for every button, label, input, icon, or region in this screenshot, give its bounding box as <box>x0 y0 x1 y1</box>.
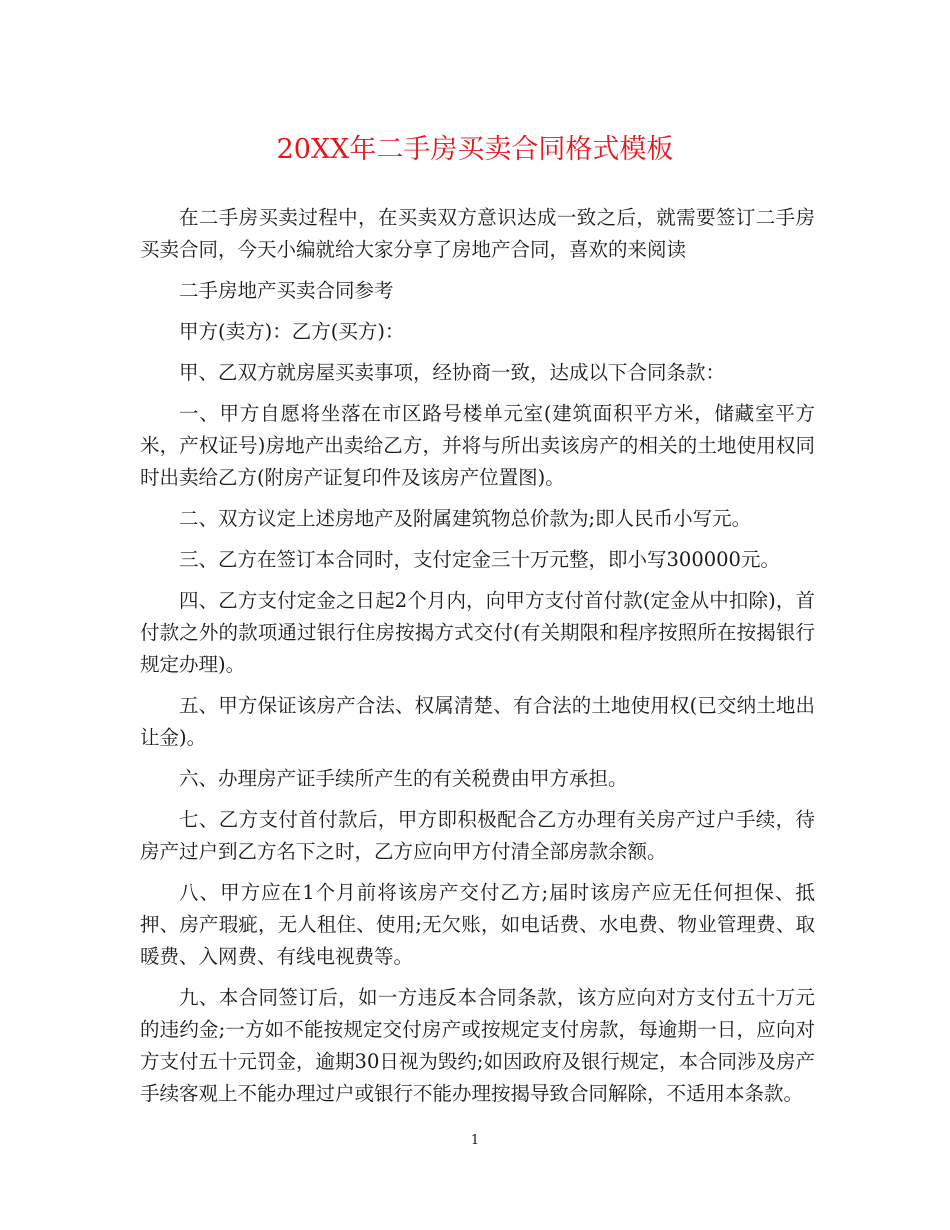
document-title: 20XX年二手房买卖合同格式模板 <box>276 134 674 165</box>
clause-5: 五、甲方保证该房产合法、权属清楚、有合法的土地使用权(已交纳土地出让金)。 <box>140 694 815 749</box>
clause-6: 六、办理房产证手续所产生的有关税费由甲方承担。 <box>179 767 628 790</box>
paragraph-parties: 甲方(卖方)：乙方(买方)： <box>179 320 405 343</box>
paragraph-agreement: 甲、乙双方就房屋买卖事项，经协商一致，达成以下合同条款： <box>179 361 726 384</box>
paragraph-heading: 二手房地产买卖合同参考 <box>179 279 394 302</box>
clause-3: 三、乙方在签订本合同时，支付定金三十万元整，即小写300000元。 <box>179 548 780 571</box>
clause-2: 二、双方议定上述房地产及附属建筑物总价款为;即人民币小写元。 <box>179 507 752 530</box>
page-number: 1 <box>470 1133 480 1148</box>
paragraph-intro: 在二手房买卖过程中，在买卖双方意识达成一致之后，就需要签订二手房买卖合同，今天小编就给大家分享了房地产合同，喜欢的来阅读 <box>140 206 815 261</box>
clause-9: 九、本合同签订后，如一方违反本合同条款，该方应向对方支付五十万元的违约金;一方如不能按规定交付房产或按规定支付房款，每逾期一日，应向对方支付五十元罚金，逾期30日视为毁约;如因政府及银行规定，本合同涉及房产手续客观上不能办理过户或银行不能办理按揭导致合同解除，不适用本条款。 <box>140 986 815 1105</box>
clause-4: 四、乙方支付定金之日起2个月内，向甲方支付首付款(定金从中扣除)，首付款之外的款项通过银行住房按揭方式交付(有关期限和程序按照所在按揭银行规定办理)。 <box>140 589 815 676</box>
clause-7: 七、乙方支付首付款后，甲方即积极配合乙方办理有关房产过户手续，待房产过户到乙方名下之时，乙方应向甲方付清全部房款余额。 <box>140 808 815 863</box>
document-body <box>140 202 815 1119</box>
clause-1: 一、甲方自愿将坐落在市区路号楼单元室(建筑面积平方米，储藏室平方米，产权证号)房地产出卖给乙方，并将与所出卖该房产的相关的土地使用权同时出卖给乙方(附房产证复印件及该房产位置图)。 <box>140 402 815 489</box>
clause-8: 八、甲方应在1个月前将该房产交付乙方;届时该房产应无任何担保、抵押、房产瑕疵，无人租住、使用;无欠账，如电话费、水电费、物业管理费、取暖费、入网费、有线电视费等。 <box>140 881 815 968</box>
